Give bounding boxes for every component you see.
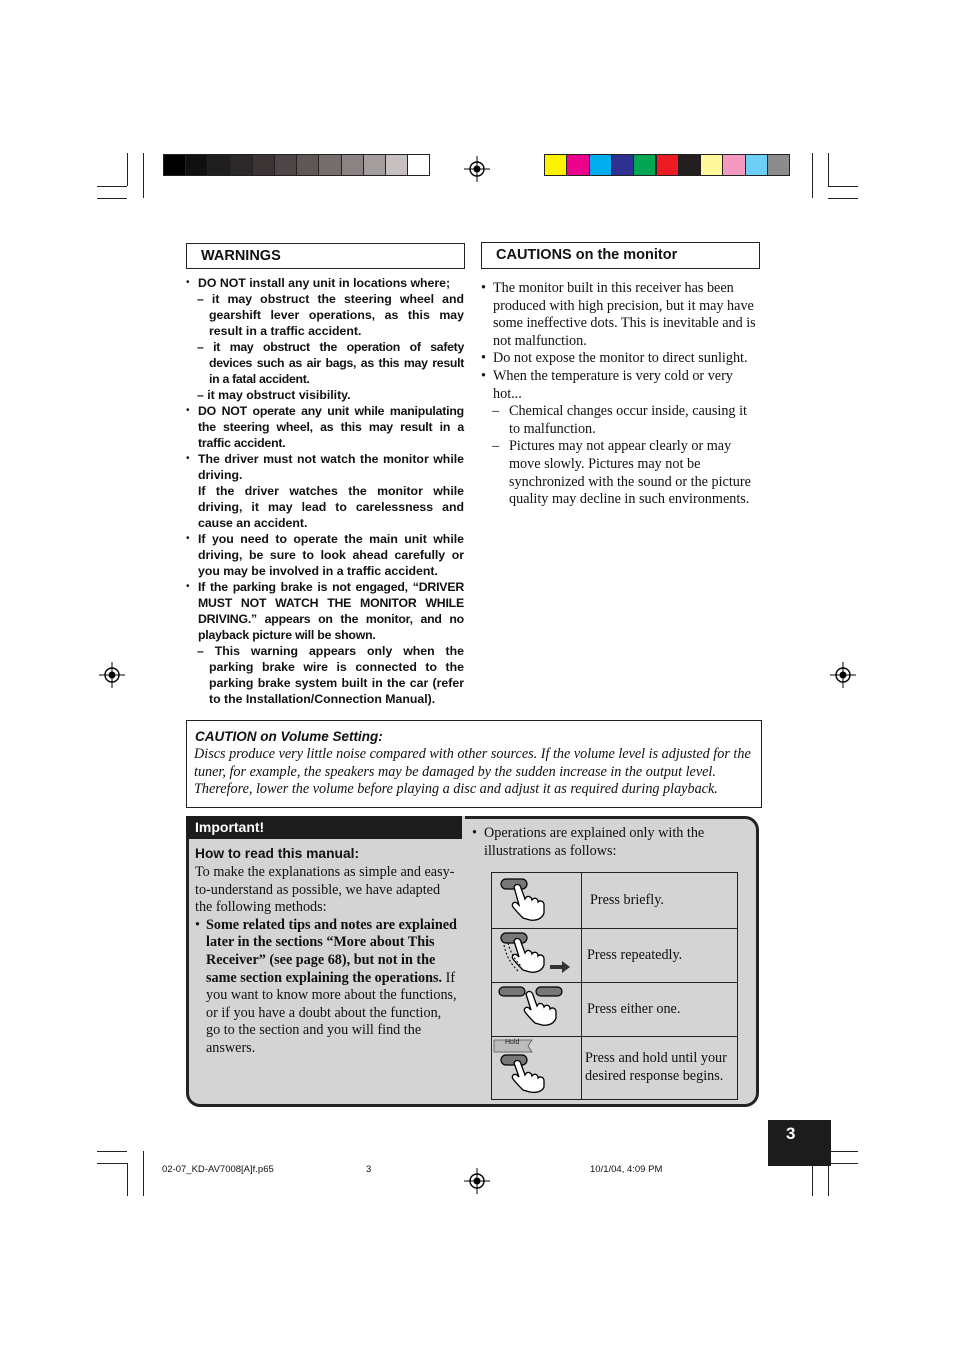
warning-subitem: – it may obstruct visibility. <box>197 388 351 402</box>
color-swatch <box>700 154 723 176</box>
caution-subitem: – Pictures may not appear clearly or may move slowly. Pictures may not be synchronized with the sound or the picture quality may decline in such environments. <box>481 438 761 508</box>
warning-continuation: If the driver watches the monitor while driving, it may lead to carelessness and cause an accident. <box>198 484 464 530</box>
table-row <box>492 929 738 983</box>
color-swatch <box>678 154 701 176</box>
warning-item: • If you need to operate the main unit while driving, be sure to look ahead carefully or you may be involved in a traffic accident. <box>186 531 464 579</box>
color-swatch <box>767 154 790 176</box>
color-swatch <box>230 154 253 176</box>
operation-label: Press briefly. <box>582 873 738 929</box>
color-swatch <box>163 154 186 176</box>
color-swatch <box>252 154 275 176</box>
how-to-read-heading: How to read this manual: <box>195 846 360 861</box>
table-row <box>492 983 738 1037</box>
operation-label: Press repeatedly. <box>582 929 738 983</box>
color-swatch <box>611 154 634 176</box>
press-repeatedly-icon <box>492 929 582 983</box>
operation-label: Press either one. <box>582 983 738 1037</box>
color-swatch <box>341 154 364 176</box>
warning-item: • If the parking brake is not engaged, “DRIVER MUST NOT WATCH THE MONITOR WHILE DRIVING.” appears on the monitor, and no playback picture will be shown. <box>186 579 464 643</box>
caution-item: • The monitor built in this receiver has been produced with high precision, but it may have some ineffective dots. This is inevitable and is not malfunction. <box>481 280 761 350</box>
color-swatch <box>363 154 386 176</box>
color-swatch <box>633 154 656 176</box>
how-to-read-bullet-bold: Some related tips and notes are explained later in the sections “More about This Receiver” (see page 68), but not in the same section explaining the operations. <box>206 916 457 986</box>
color-swatch <box>385 154 408 176</box>
color-swatch <box>722 154 745 176</box>
operations-table <box>491 872 738 1100</box>
hold-badge: Hold <box>505 1039 520 1046</box>
operations-intro: • Operations are explained only with the illustrations as follows: <box>472 825 705 859</box>
footer-page: 3 <box>366 1164 372 1175</box>
how-to-read-bullet: • Some related tips and notes are explained later in the sections “More about This Receiver” (see page 68), but not in the same section explaining the operations. If you want to know more about the functions, or if you have a doubt about the function, go to the section and you will find the answers. <box>195 916 457 1056</box>
press-either-one-icon <box>492 983 582 1037</box>
operation-label: Press and hold until your desired response begins. <box>582 1037 738 1100</box>
caution-item: • Do not expose the monitor to direct sunlight. <box>481 350 761 368</box>
how-to-read-bullet-rest: If you want to know more about the functions, or if you have a doubt about the function, go to the section and you will find the answers. <box>206 969 457 1056</box>
color-swatch <box>566 154 589 176</box>
warning-item: • The driver must not watch the monitor while driving. <box>186 451 464 483</box>
color-swatch <box>318 154 341 176</box>
color-swatch <box>589 154 612 176</box>
warning-item: • DO NOT operate any unit while manipulating the steering wheel, as this may result in a traffic accident. <box>186 403 464 451</box>
registration-mark-right-icon <box>830 662 856 688</box>
warning-subitem: – This warning appears only when the parking brake wire is connected to the parking brake system built in the car (refer to the Installation/Connection Manual). <box>197 644 464 706</box>
color-swatch <box>296 154 319 176</box>
color-swatch <box>274 154 297 176</box>
press-briefly-icon <box>492 873 582 929</box>
caution-item: • When the temperature is very cold or very hot... <box>481 368 761 403</box>
registration-mark-top-icon <box>464 156 490 182</box>
cautions-heading: CAUTIONS on the monitor <box>481 242 760 269</box>
warning-subitem: – it may obstruct the operation of safety devices such as air bags, as this may result in a fatal accident. <box>197 340 464 386</box>
volume-caution-box <box>186 720 762 808</box>
important-heading: Important! <box>186 816 462 839</box>
color-swatch <box>544 154 567 176</box>
caution-subitem: – Chemical changes occur inside, causing it to malfunction. <box>481 403 761 438</box>
volume-caution-text: Discs produce very little noise compared with other sources. If the volume level is adjusted for the tuner, for example, the speakers may be damaged by the sudden increase in the output level. Therefore, lower the volume before playing a disc and adjust it as required during playback. <box>194 746 751 798</box>
warning-subitem: – it may obstruct the steering wheel and gearshift lever operations, as this may result in a traffic accident. <box>197 292 464 338</box>
operations-intro-text: Operations are explained only with the illustrations as follows: <box>484 825 705 859</box>
table-row <box>492 1037 738 1100</box>
registration-mark-bottom-icon <box>464 1168 490 1194</box>
color-swatch <box>745 154 768 176</box>
volume-caution-title: CAUTION on Volume Setting: <box>195 729 383 744</box>
color-swatch <box>207 154 230 176</box>
color-swatch <box>407 154 430 176</box>
registration-mark-left-icon <box>99 662 125 688</box>
color-swatch <box>185 154 208 176</box>
footer-date: 10/1/04, 4:09 PM <box>590 1164 663 1175</box>
how-to-read-intro: To make the explanations as simple and easy-to-understand as possible, we have adapted the following methods: <box>195 864 455 916</box>
cautions-list <box>481 280 761 509</box>
color-swatch <box>656 154 679 176</box>
page-number: 3 <box>768 1120 831 1166</box>
table-row <box>492 873 738 929</box>
press-and-hold-icon <box>492 1037 582 1100</box>
warning-item: • DO NOT install any unit in locations where; <box>186 275 464 291</box>
warnings-list <box>186 275 464 707</box>
how-to-read-text <box>195 864 457 1058</box>
warnings-heading: WARNINGS <box>186 243 465 269</box>
footer-filename: 02-07_KD-AV7008[A]f.p65 <box>162 1164 274 1175</box>
